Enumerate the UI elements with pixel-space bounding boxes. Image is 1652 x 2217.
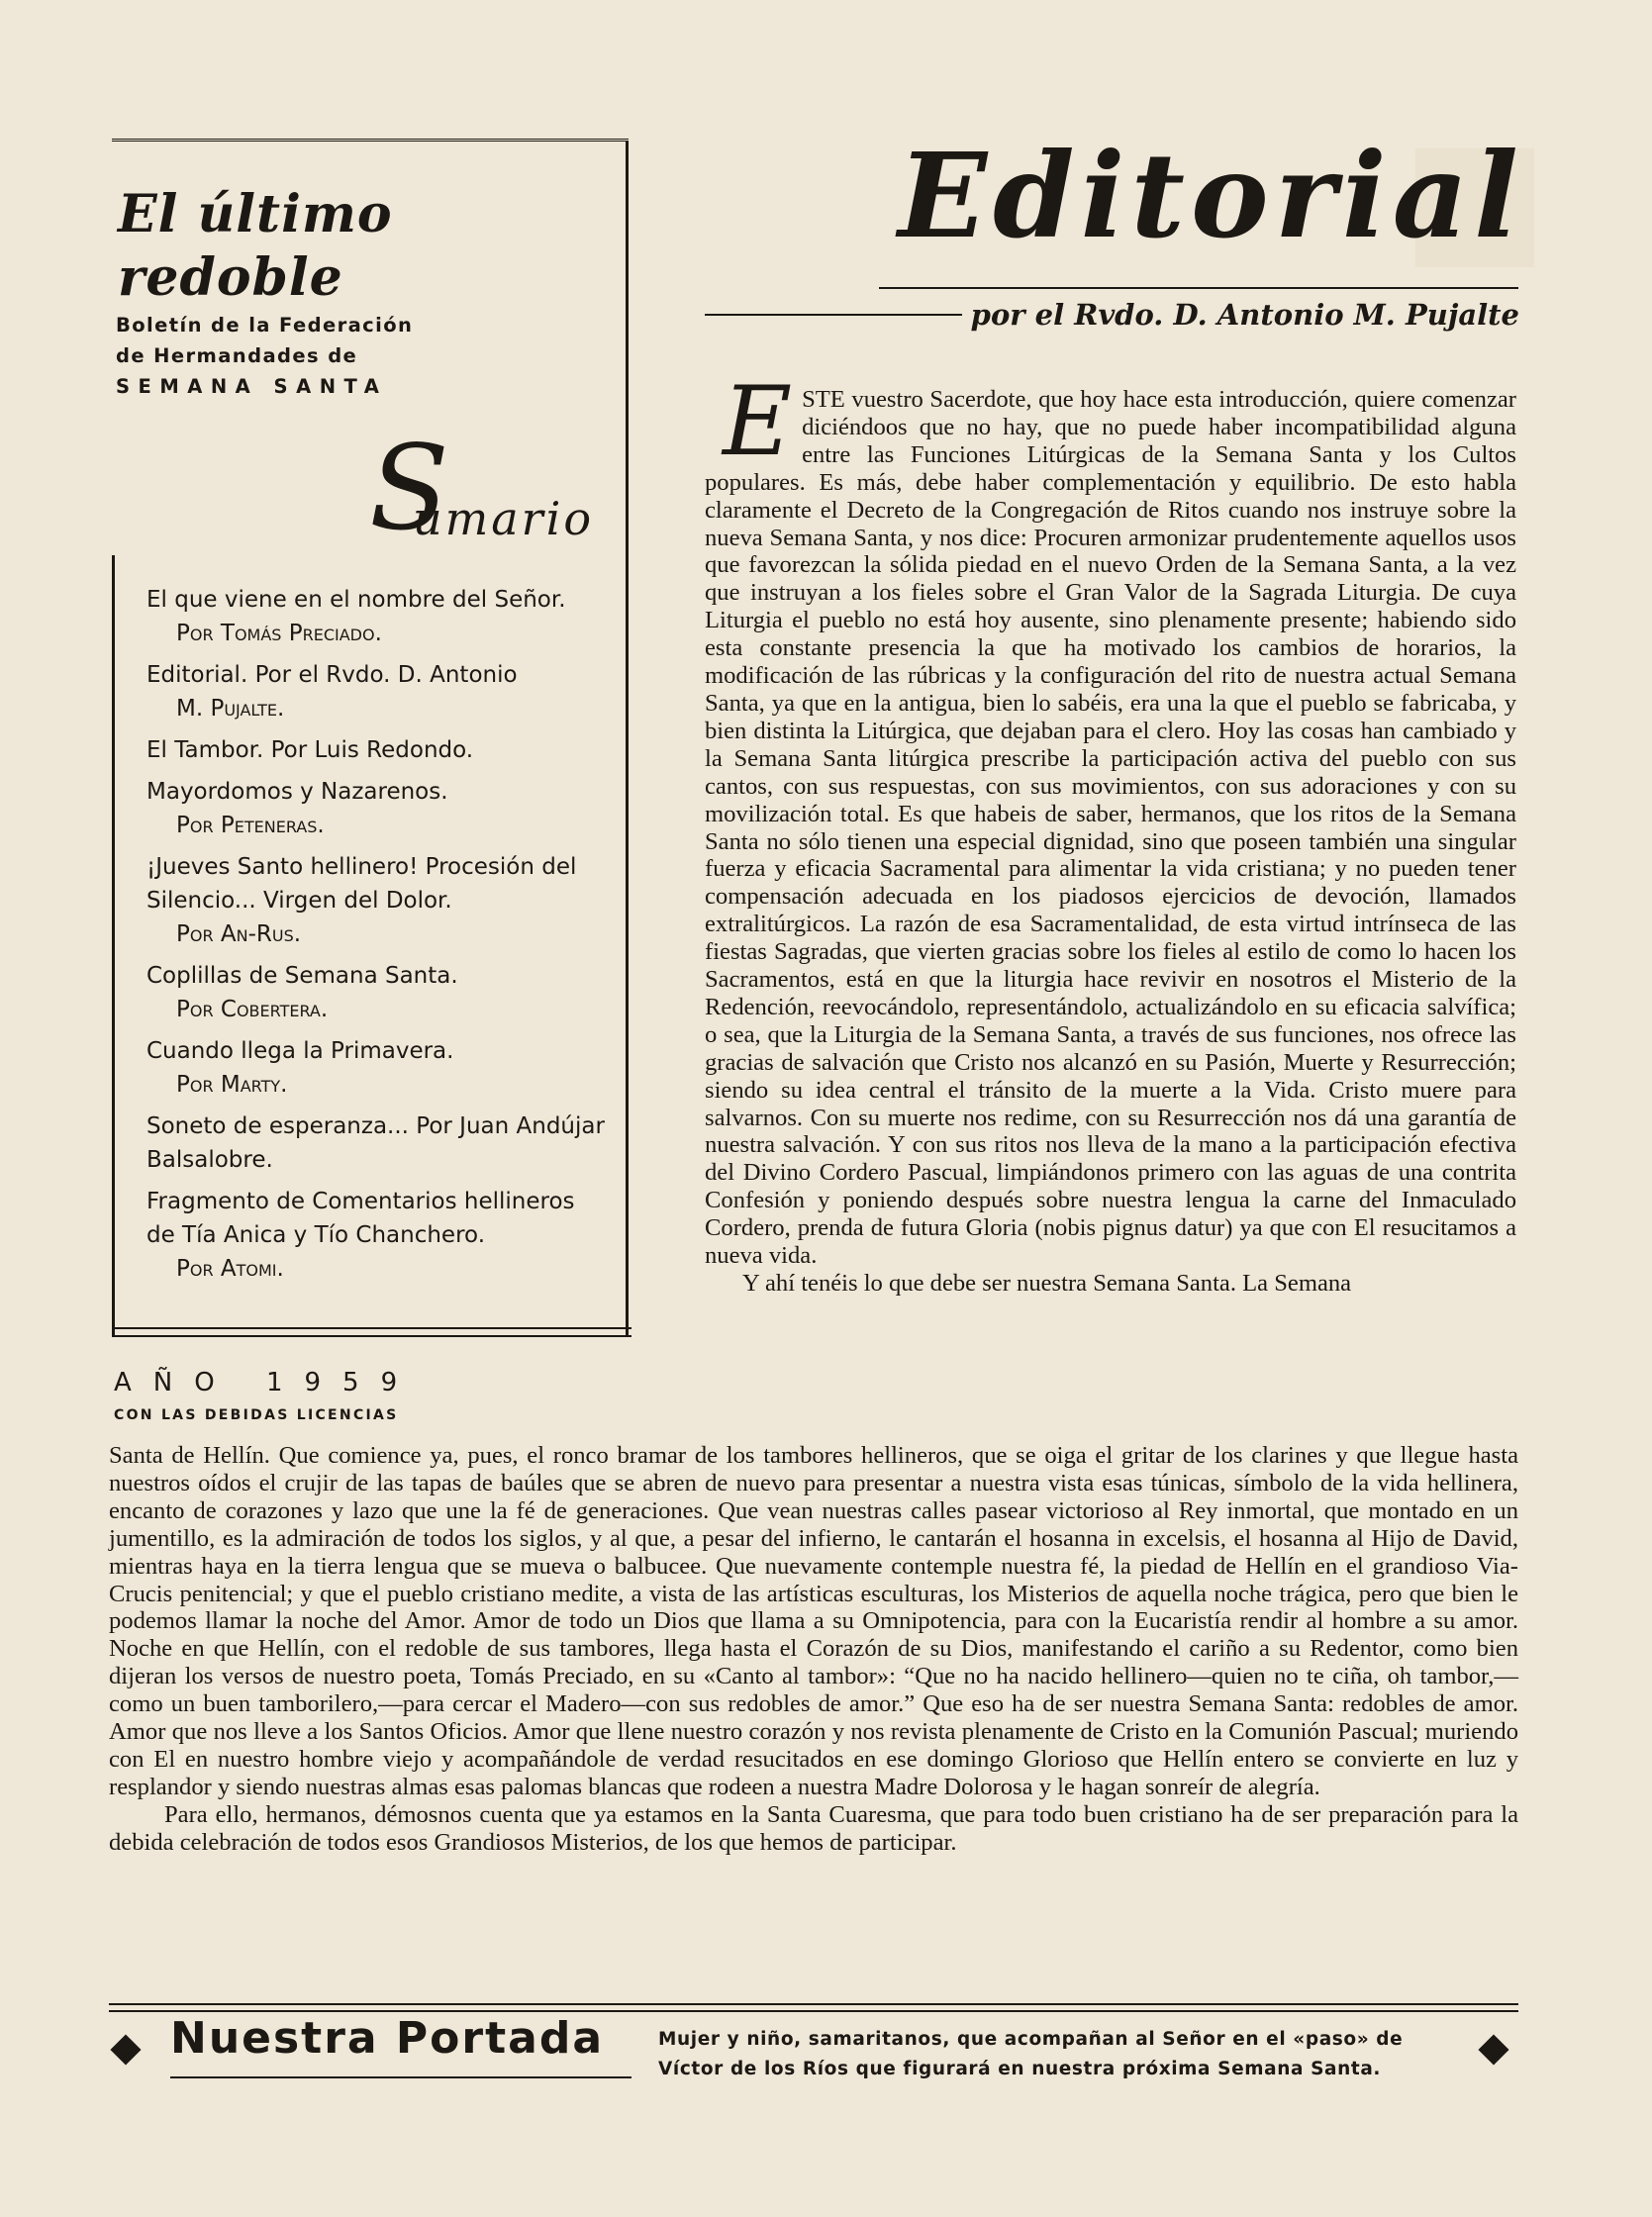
masthead-subtitle-line3: SEMANA SANTA [116,375,388,398]
editorial-paragraph-2-start: Y ahí tenéis lo que debe ser nuestra Semana Santa. La Semana [742,1270,1352,1297]
masthead-title-line2: redoble [118,247,343,308]
sumario-item[interactable] [146,775,610,842]
sumario-list [146,583,610,1294]
paragraph-1-text: STE vuestro Sacerdote, que hoy hace esta introducción, quiere comenzar diciéndoos que no hay, que no puede haber incompatibilidad alguna entre las Funciones Litúrgicas de la Semana Santa y los Cultos populares. Es más, debe haber complementación y equilibrio. De esto habla claramente el Decreto de la Congregación de Ritos cuando nos instruye sobre la nueva Semana Santa, y nos dice: Procuren armonizar prudentemente aquellos usos que favorezcan la sólida piedad en el nuevo Orden de la Semana Santa, a la vez que instruyan a los fieles sobre el Gran Valor de la Sagrada Liturgia. De cuya Liturgia el pueblo no está hoy ausente, sino plenamente presente; habiendo sido esta constante presencia la que ha motivado los cambios de horarios, la modificación de las rúbricas y la configuración del rito de nuestra actual Semana Santa, ya que en la antigua, bien lo sabéis, era una la que el pueblo se fabricaba, y bien distinta la Litúrgica, que dejaban para el clero. Hoy las cosas han cambiado y la Semana Santa litúrgica prescribe la participación activa del pueblo con sus cantos, con sus respuestas, con sus movimientos, con sus adoraciones y con su movilización total. Es que habeis de saber, hermanos, que los ritos de la Semana Santa no sólo tienen una especial dignidad, sino que poseen también una singular fuerza y eficacia Sacramental para alimentar la vida cristiana; y no pueden tener compensación adecuada en los piadosos ejercicios de devoción, llamados extralitúrgicos. La razón de esa Sacramentalidad, de esta virtud intrínseca de las fiestas Sagradas, que vierten gracias sobre los fieles al estilo de como lo hacen los Sacramentos, está en que la liturgia hace revivir en nosotros el Misterio de la Redención, reevocándolo, representándolo, actualizándolo en su eficacia salvífica; o sea, que la Liturgia de la Semana Santa, a través de sus funciones, nos ofrece las gracias de salvación que Cristo nos alcanzó en su Pasión, Muerte y Resurrección; siendo su idea central el tránsito de la muerte a la Vida. Cristo muere para salvarnos. Con su muerte nos redime, con su Resurrección nos dá una garantía de nuestra salvación. Y con sus ritos nos lleva de la mano a la participación efectiva del Divino Cordero Pascual, limpiándonos primero con las aguas de una contrita Confesión y poniendo después sobre nuestra lengua la carne del Inmaculado Cordero, prenda de futura Gloria (nobis pignus datur) ya que con El resucitamos a nueva vida. [705,386,1516,1270]
drop-cap: E [723,366,793,477]
sumario-item[interactable] [146,1109,610,1177]
sumario-item[interactable] [146,658,610,725]
sumario-heading-initial: S [369,420,449,556]
box-bottom-rule [112,1327,632,1337]
editorial-byline: por el Rvdo. D. Antonio M. Pujalte [970,298,1519,332]
sumario-item[interactable] [146,850,610,951]
sumario-item-author: Por An-Rus. [176,921,302,947]
licencias-label: CON LAS DEBIDAS LICENCIAS [114,1407,399,1423]
sumario-item[interactable] [146,583,610,650]
year-label: AÑO 1959 [114,1368,420,1398]
masthead-subtitle-line1: Boletín de la Federación [116,314,414,337]
sumario-item-title: Fragmento de Comentarios hellineros de Tía Anica y Tío Chanchero. [146,1189,575,1248]
sumario-item-title: El que viene en el nombre del Señor. [146,587,566,613]
portada-heading: Nuestra Portada [170,2013,605,2064]
editorial-paragraph-3: Para ello, hermanos, démosnos cuenta que ya estamos en la Santa Cuaresma, que para todo buen cristiano ha de ser preparación para la debida celebración de todos esos Grandiosos Misterios, de los que hemos de participar. [109,1800,1518,1856]
sumario-item-title: Editorial. Por el Rvdo. D. Antonio [146,662,518,688]
sumario-item-author: Por Cobertera. [176,997,329,1022]
sumario-item[interactable] [146,1034,610,1102]
sumario-item-author: Por Peteneras. [176,813,325,838]
sumario-item-title: El Tambor. Por Luis Redondo. [146,737,474,763]
portada-caption-line1: Mujer y niño, samaritanos, que acompañan al Señor en el «paso» de [658,2029,1404,2050]
masthead-title [118,183,593,310]
sumario-item-author: M. Pujalte. [176,696,285,722]
box-left-rule [112,555,115,1337]
sumario-heading-rest: umario [413,492,595,545]
editorial-title-rule [879,287,1518,289]
masthead-subtitle [116,310,532,402]
sumario-item-title: Mayordomos y Nazarenos. [146,779,448,805]
sumario-item-author: Por Marty. [176,1072,288,1098]
masthead-subtitle-line2: de Hermandades de [116,344,358,367]
footer-rule [109,2003,1518,2012]
sumario-item-title: Coplillas de Semana Santa. [146,963,458,989]
sumario-item-title: Soneto de esperanza... Por Juan Andújar Balsalobre. [146,1113,605,1173]
editorial-column [705,366,1516,1298]
sumario-box [112,139,629,1337]
sumario-item[interactable] [146,733,610,767]
sumario-item-author: Por Tomás Preciado. [176,621,382,646]
sumario-item[interactable] [146,959,610,1026]
portada-caption [658,2025,1460,2084]
editorial-paragraph-1 [705,366,1516,1270]
sumario-item-title: ¡Jueves Santo hellinero! Procesión del Silencio... Virgen del Dolor. [146,854,577,914]
sumario-item-title: Cuando llega la Primavera. [146,1038,454,1064]
editorial-paragraph-2: Santa de Hellín. Que comience ya, pues, el ronco bramar de los tambores hellineros, que se oiga el gritar de los clarines y que llegue hasta nuestros oídos el crujir de las tapas de baúles que se abren de nuevo para presentar a nuestra vista esas túnicas, símbolo de la vida hellinera, encanto de corazones y lazo que une la fé de generaciones. Que vean nuestras calles pasear victorioso al Rey inmortal, que montado en un jumentillo, es la admiración de todos los siglos, y al que, a pesar del infierno, le cantarán el hosanna in excelsis, el hosanna al Hijo de David, mientras haya en la tierra lengua que se mueva o balbucee. Que nuevamente contemple nuestra fé, la piedad de Hellín en el grandioso Via-Crucis penitencial; y que el pueblo cristiano medite, a vista de las artísticas esculturas, los Misterios de aquella noche trágica, pero que bien le podemos llamar la noche del Amor. Amor de todo un Dios que llama a su Omnipotencia, para con la Eucaristía rendir al hombre a su amor. Noche en que Hellín, con el redoble de sus tambores, llega hasta el Corazón de su Dios, manifestando el cariño a su Redentor, como bien dijeran los versos de nuestro poeta, Tomás Preciado, en su «Canto al tambor»: “Que no ha nacido hellinero—quien no te ciña, oh tambor,—como un buen tamborilero,—para cercar el Madero—con sus redobles de amor.” Que eso ha de ser nuestra Semana Santa: redobles de amor. Amor que nos lleve a los Santos Oficios. Amor que llene nuestro corazón y nos revista plenamente de Cristo en la Comunión Pascual; muriendo con El en nuestro hombre viejo y acompañándole de verdad resucitados en ese domingo Glorioso que Hellín entero se convierte en luz y resplandor y siendo nuestras almas esas palomas blancas que rodeen a nuestra Madre Dolorosa y le hagan sonreír de alegría. [109,1442,1518,1800]
byline-rule [705,314,962,316]
diamond-right-icon [1478,2034,1508,2065]
sumario-item-author: Por Atomi. [176,1256,284,1282]
portada-caption-line2: Víctor de los Ríos que figurará en nuestra próxima Semana Santa. [658,2059,1382,2079]
diamond-left-icon [110,2034,141,2065]
portada-underline [170,2076,632,2078]
editorial-title: Editorial [898,127,1524,264]
masthead-title-line1: El último [118,184,393,244]
editorial-full-width [109,1442,1518,1857]
sumario-item[interactable] [146,1185,610,1286]
sumario-heading [359,420,617,557]
